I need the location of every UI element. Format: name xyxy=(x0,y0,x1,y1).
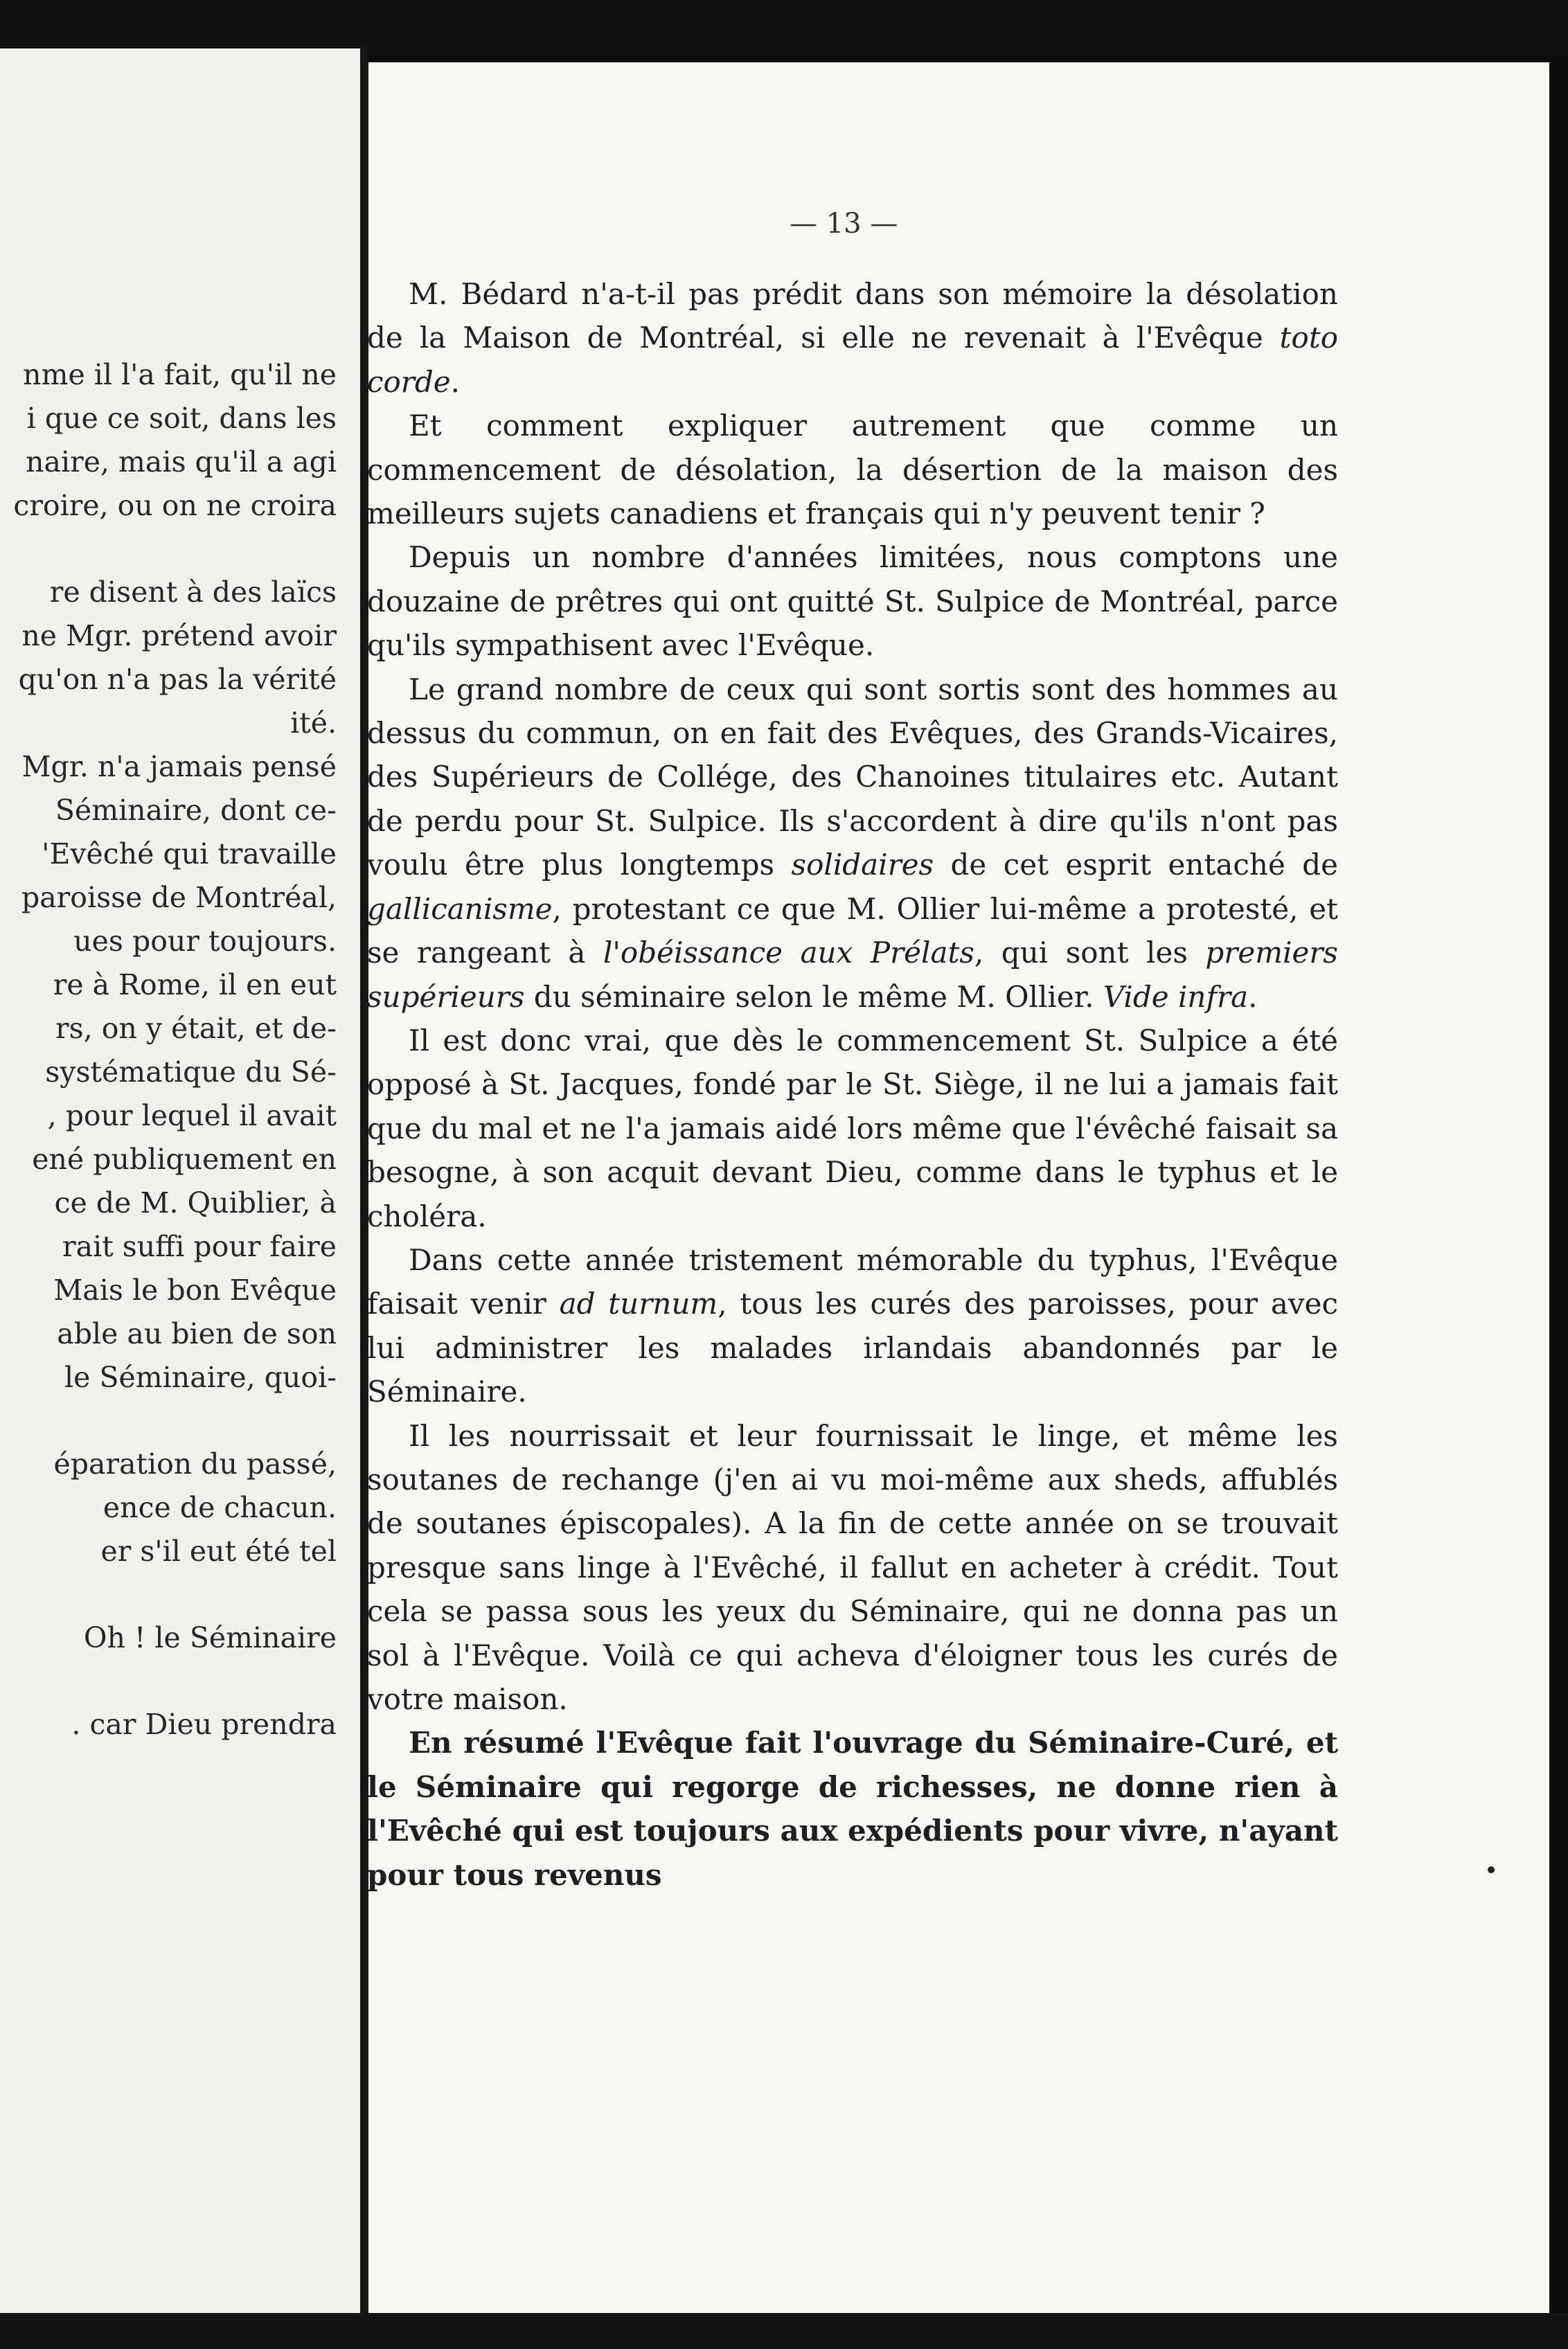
text-run: solidaires xyxy=(791,848,934,882)
left-page-line: able au bien de son xyxy=(57,1317,337,1350)
left-page-line: 'Evêché qui travaille xyxy=(42,837,337,870)
left-page-gap xyxy=(0,1660,337,1703)
left-page-line: rs, on y était, et de- xyxy=(55,1012,337,1045)
left-page-line: i que ce soit, dans les xyxy=(26,402,337,435)
paragraph xyxy=(367,404,1338,535)
text-run: M. Bédard n'a-t-il pas prédit dans son mémoire la désolation de la Maison de Montréal, si elle ne revenait à l'Evêque xyxy=(367,277,1338,355)
ink-speck xyxy=(1488,1866,1495,1873)
left-page-gap xyxy=(0,1573,337,1616)
text-run: gallicanisme xyxy=(367,891,553,926)
text-run: de cet esprit entaché de xyxy=(934,848,1338,882)
left-page-text xyxy=(0,353,337,1747)
text-run: ad turnum xyxy=(559,1287,718,1321)
left-page-line: ité. xyxy=(290,706,337,740)
text-run: premiers supérieurs xyxy=(367,936,1338,1014)
paragraph xyxy=(367,1721,1338,1897)
text-run: Depuis un nombre d'années limitées, nous comptons une douzaine de prêtres qui ont quitté St. Sulpice de Montréal, parce qu'ils sympathisent avec l'Evêque. xyxy=(367,540,1338,663)
left-page-gap xyxy=(0,1400,337,1443)
left-page xyxy=(0,48,360,2334)
scan-right-border xyxy=(1549,55,1568,2349)
left-page-line: croire, ou on ne croira xyxy=(13,489,337,522)
text-run: Il les nourrissait et leur fournissait le linge, et même les soutanes de rechange (j'en ai vu moi-même aux sheds, affublés de soutanes épiscopales). A la fin de cette année on se trouvait presque sans linge à l'Evêché, il fallut en acheter à crédit. Tout cela se passa sous les yeux du Séminaire, qui ne donna pas un sol à l'Evêque. Voilà ce qui acheva d'éloigner tous les curés de votre maison. xyxy=(367,1418,1338,1716)
text-run: toto corde xyxy=(367,321,1338,399)
paragraph xyxy=(367,1019,1338,1238)
left-page-line: ence de chacun. xyxy=(103,1491,337,1524)
text-run: , qui sont les xyxy=(974,936,1206,970)
text-run: l'obéissance aux Prélats xyxy=(603,936,974,970)
left-page-line: er s'il eut été tel xyxy=(100,1535,337,1568)
left-page-line: Oh ! le Séminaire xyxy=(83,1621,337,1654)
text-run: Il est donc vrai, que dès le commencement St. Sulpice a été opposé à St. Jacques, fondé par le St. Siège, il ne lui a jamais fait que du mal et ne l'a jamais aidé lors même que l'évêché faisait sa besogne, à son acquit devant Dieu, comme dans le typhus et le choléra. xyxy=(367,1023,1338,1233)
paragraph xyxy=(367,535,1338,667)
page-body xyxy=(367,272,1338,1897)
paragraph xyxy=(367,1238,1338,1414)
text-run: , protestant ce que M. Ollier lui-même a protesté, et se rangeant à xyxy=(367,891,1338,970)
left-page-line: Mais le bon Evêque xyxy=(53,1274,337,1307)
text-run: Et comment expliquer autrement que comme un commencement de désolation, la désertion de la maison des meilleurs sujets canadiens et français qui n'y peuvent tenir ? xyxy=(367,409,1338,531)
left-page-line: . car Dieu prendra xyxy=(71,1708,337,1741)
paragraph xyxy=(367,272,1338,404)
left-page-line: naire, mais qu'il a agi xyxy=(26,445,337,479)
text-run: Le grand nombre de ceux qui sont sortis sont des hommes au dessus du commun, on en fait des Evêques, des Grands-Vicaires, des Supérieurs de Collége, des Chanoines titulaires etc. Autant de perdu pour St. Sulpice. Ils s'accordent à dire qu'ils n'ont pas voulu être plus longtemps xyxy=(367,672,1338,882)
text-run: Dans cette année tristement mémorable du typhus, l'Evêque faisait venir xyxy=(367,1242,1338,1321)
scan-top-border xyxy=(0,0,1568,55)
text-run: , tous les curés des paroisses, pour avec lui administrer les malades irlandais abandonnés par le Séminaire. xyxy=(367,1287,1338,1409)
paragraph xyxy=(367,1414,1338,1722)
text-run: En résumé l'Evêque fait l'ouvrage du Séminaire-Curé, et le Séminaire qui regorge de richesses, ne donne rien à l'Evêché qui est toujours aux expédients pour vivre, n'ayant pour tous revenus xyxy=(367,1726,1338,1892)
left-page-line: , pour lequel il avait xyxy=(47,1099,337,1132)
left-page-line: systématique du Sé- xyxy=(45,1055,337,1089)
left-page-gap xyxy=(0,528,337,571)
left-page-line: ne Mgr. prétend avoir xyxy=(21,619,337,652)
left-page-line: qu'on n'a pas la vérité xyxy=(18,663,337,696)
left-page-line: le Séminaire, quoi- xyxy=(64,1361,337,1394)
text-run: . xyxy=(450,364,460,399)
left-page-line: rait suffi pour faire xyxy=(62,1230,337,1263)
left-page-line: paroisse de Montréal, xyxy=(21,881,337,914)
text-run: du séminaire selon le même M. Ollier. xyxy=(524,979,1103,1014)
left-page-line: re disent à des laïcs xyxy=(49,575,337,609)
left-page-line: éparation du passé, xyxy=(53,1447,337,1481)
left-page-line: ues pour toujours. xyxy=(73,925,337,958)
paragraph xyxy=(367,668,1338,1019)
left-page-line: nme il l'a fait, qu'il ne xyxy=(23,358,337,391)
scan-bottom-border xyxy=(0,2313,1568,2349)
left-page-line: ené publiquement en xyxy=(32,1143,337,1176)
left-page-line: Séminaire, dont ce- xyxy=(55,794,337,827)
page-number: — 13 — xyxy=(790,208,898,240)
text-run: Vide infra xyxy=(1103,979,1249,1014)
left-page-line: Mgr. n'a jamais pensé xyxy=(21,750,337,783)
left-page-line: ce de M. Quiblier, à xyxy=(54,1186,337,1220)
left-page-line: re à Rome, il en eut xyxy=(53,968,337,1001)
text-run: . xyxy=(1248,979,1258,1014)
